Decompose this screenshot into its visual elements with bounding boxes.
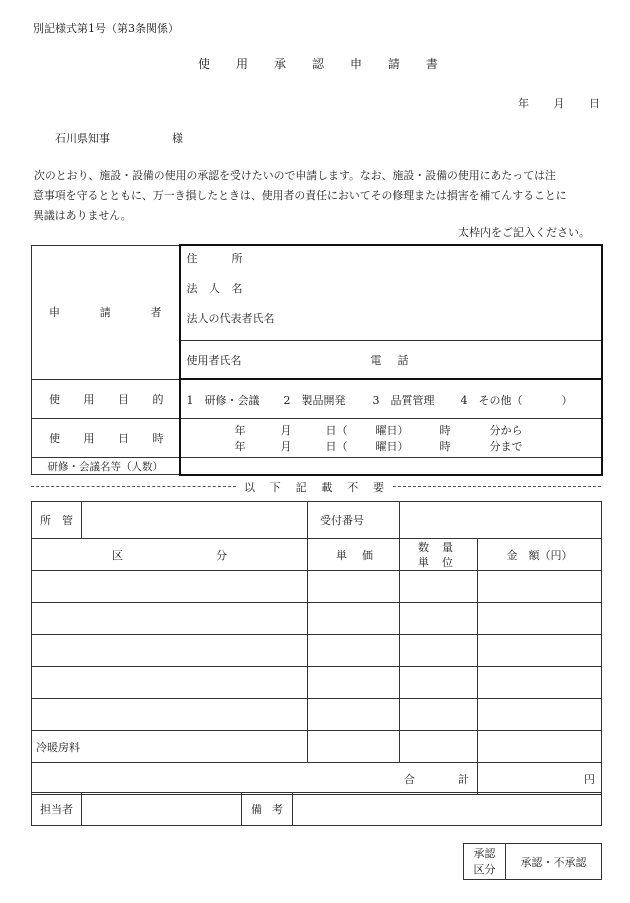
quantity-char: 数 xyxy=(418,540,429,554)
unit-price-cell[interactable] xyxy=(308,731,400,763)
amount-cell[interactable] xyxy=(478,731,602,763)
applicant-label-char: 申 xyxy=(49,306,60,319)
datetime-label-cell xyxy=(32,419,180,458)
month-label: 月 xyxy=(553,97,565,110)
corp-name-label-char: 人 xyxy=(209,282,220,295)
end-day: 日（ xyxy=(325,440,348,453)
meeting-name-cell[interactable] xyxy=(180,458,602,475)
unit-price-char: 価 xyxy=(362,548,373,562)
start-month: 月 xyxy=(280,424,292,437)
amount-cell[interactable] xyxy=(478,603,602,635)
purpose-options-cell[interactable] xyxy=(180,379,602,419)
quantity-cell[interactable] xyxy=(400,571,478,603)
year-label: 年 xyxy=(518,97,529,110)
quantity-header-cell xyxy=(400,539,478,571)
quantity-cell[interactable] xyxy=(400,603,478,635)
separator-char: 以 xyxy=(244,481,255,494)
start-day: 日（ xyxy=(325,424,348,437)
title-char: 認 xyxy=(311,57,324,71)
unit-char: 単 xyxy=(418,555,429,569)
title-char: 書 xyxy=(425,57,438,71)
table-row xyxy=(32,699,602,731)
date-line xyxy=(518,95,600,111)
day-label: 日 xyxy=(589,97,600,110)
start-year: 年 xyxy=(234,424,246,437)
remarks-char: 考 xyxy=(272,803,283,816)
unit-price-cell[interactable] xyxy=(308,635,400,667)
jurisdiction-label-cell xyxy=(32,502,82,539)
applicant-label-char: 者 xyxy=(150,306,162,319)
purpose-label-char: 使 xyxy=(49,392,60,406)
amount-header: 金 額（円） xyxy=(506,548,573,562)
corp-name-label-char: 名 xyxy=(231,282,243,295)
separator-line-left xyxy=(31,486,236,487)
fill-note: 太枠内をご記入ください。 xyxy=(458,226,590,239)
receipt-number-label-cell xyxy=(308,502,400,539)
phone-label-char: 電 xyxy=(370,354,382,367)
title-char: 承 xyxy=(273,57,286,71)
separator-text xyxy=(244,479,384,495)
table-row xyxy=(32,635,602,667)
remarks-value-cell[interactable] xyxy=(293,793,602,826)
quantity-cell[interactable] xyxy=(400,699,478,731)
applicant-label-cell xyxy=(32,245,180,379)
category-cell[interactable] xyxy=(32,603,308,635)
addressee: 石川県知事 xyxy=(55,132,110,145)
table-row xyxy=(32,731,602,763)
body-text-line-3: 異議はありません。 xyxy=(33,209,132,222)
purpose-label-char: 目 xyxy=(118,392,129,406)
separator-char: 記 xyxy=(295,481,307,494)
purpose-close-paren: ） xyxy=(561,394,573,407)
quantity-cell[interactable] xyxy=(400,731,478,763)
purpose-label-char: 的 xyxy=(152,392,164,406)
unit-price-cell[interactable] xyxy=(308,667,400,699)
corp-name-label xyxy=(187,280,243,296)
application-table xyxy=(31,244,603,476)
approval-label-cell xyxy=(464,844,506,880)
body-text-line-1: 次のとおり、施設・設備の使用の承認を受けたいので申請します。なお、施設・設備の使用にあたっては注 xyxy=(34,169,556,182)
body-text-line-2: 意事項を守るとともに、万一き損したときは、使用者の責任においてその修理または損害を補てんすることに xyxy=(33,189,567,202)
title-char: 使 xyxy=(198,57,211,71)
unit-price-header-cell xyxy=(308,539,400,571)
datetime-label-char: 日 xyxy=(118,432,129,445)
receipt-number-label: 受付番号 xyxy=(320,514,364,527)
amount-cell[interactable] xyxy=(478,635,602,667)
datetime-label-char: 用 xyxy=(83,432,95,445)
category-cell[interactable] xyxy=(32,699,308,731)
separator-char: 要 xyxy=(372,481,384,494)
address-label-char: 住 xyxy=(186,252,198,265)
address-label-char: 所 xyxy=(231,252,243,265)
separator-char: 載 xyxy=(321,481,333,494)
separator-char: 下 xyxy=(269,481,281,494)
title-char: 申 xyxy=(349,57,362,71)
staff-value-cell[interactable] xyxy=(82,793,242,826)
start-minute: 分から xyxy=(489,424,523,437)
unit-price-char: 単 xyxy=(336,548,347,562)
category-cell[interactable] xyxy=(32,667,308,699)
form-number: 別記様式第1号（第3条関係） xyxy=(33,22,179,35)
separator-line-right xyxy=(393,486,601,487)
total-char: 合 xyxy=(404,772,415,786)
category-header-char: 区 xyxy=(112,548,123,562)
amount-cell[interactable] xyxy=(478,699,602,731)
approval-box xyxy=(463,843,602,880)
amount-cell[interactable] xyxy=(478,667,602,699)
approval-value: 承認・不承認 xyxy=(520,855,587,869)
purpose-label-cell xyxy=(32,379,180,419)
table-row xyxy=(32,667,602,699)
total-value-cell[interactable] xyxy=(478,763,602,795)
end-weekday: 曜日） xyxy=(375,440,409,453)
remarks-label-cell xyxy=(242,793,293,826)
form-title xyxy=(198,55,438,72)
applicant-label-char: 請 xyxy=(99,306,111,319)
receipt-number-value-cell[interactable] xyxy=(400,502,602,539)
purpose-option-1[interactable]: 1 研修・会議 xyxy=(186,394,260,407)
end-minute: 分まで xyxy=(489,440,523,453)
total-label-cell xyxy=(32,763,478,795)
separator-char: 不 xyxy=(347,481,359,494)
title-char: 請 xyxy=(387,57,400,71)
category-header-char: 分 xyxy=(216,548,227,562)
applicant-info-cell[interactable] xyxy=(180,245,602,379)
title-char: 用 xyxy=(235,57,248,71)
corp-name-label-char: 法 xyxy=(186,282,198,295)
unit-char: 位 xyxy=(442,555,453,569)
jurisdiction-char: 管 xyxy=(62,514,73,527)
yen-label: 円 xyxy=(584,772,595,786)
category-cell[interactable] xyxy=(32,571,308,603)
purpose-option-4[interactable]: 4 その他（ xyxy=(460,394,523,407)
start-weekday: 曜日） xyxy=(375,424,409,437)
start-hour: 時 xyxy=(439,424,451,437)
office-use-table xyxy=(31,501,602,795)
meeting-label: 研修・会議名等（人数） xyxy=(47,460,163,473)
phone-label-char: 話 xyxy=(397,354,409,367)
approval-label-bottom: 区分 xyxy=(473,862,496,876)
divider xyxy=(181,340,601,341)
quantity-cell[interactable] xyxy=(400,635,478,667)
unit-price-cell[interactable] xyxy=(308,603,400,635)
unit-price-cell[interactable] xyxy=(308,571,400,603)
end-year: 年 xyxy=(234,440,246,453)
table-row xyxy=(32,603,602,635)
representative-label: 法人の代表者氏名 xyxy=(186,312,275,325)
user-name-label: 使用者氏名 xyxy=(186,354,242,367)
amount-header-cell xyxy=(478,539,602,571)
jurisdiction-value-cell[interactable] xyxy=(82,502,308,539)
end-month: 月 xyxy=(280,440,292,453)
purpose-option-3[interactable]: 3 品質管理 xyxy=(372,394,435,407)
staff-label-cell xyxy=(32,793,82,826)
heating-fee-cell xyxy=(32,731,308,763)
quantity-char: 量 xyxy=(442,540,453,554)
meeting-label-cell xyxy=(32,458,180,475)
approval-label-top: 承認 xyxy=(473,846,496,860)
total-char: 計 xyxy=(458,772,469,786)
remarks-char: 備 xyxy=(251,803,262,816)
table-row xyxy=(32,571,602,603)
quantity-cell[interactable] xyxy=(400,667,478,699)
category-header-cell xyxy=(32,539,308,571)
staff-label: 担当者 xyxy=(40,803,73,816)
jurisdiction-char: 所 xyxy=(40,514,51,527)
heating-fee-label: 冷暖房料 xyxy=(36,740,80,754)
category-cell[interactable] xyxy=(32,635,308,667)
amount-cell[interactable] xyxy=(478,571,602,603)
unit-price-cell[interactable] xyxy=(308,699,400,731)
approval-value-cell[interactable] xyxy=(506,844,602,880)
datetime-label-char: 時 xyxy=(152,432,164,445)
purpose-label-char: 用 xyxy=(83,392,95,406)
phone-label xyxy=(371,352,409,368)
end-hour: 時 xyxy=(439,440,451,453)
honorific: 様 xyxy=(172,132,183,145)
datetime-label-char: 使 xyxy=(49,432,60,445)
datetime-cell[interactable] xyxy=(180,419,602,458)
purpose-option-2[interactable]: 2 製品開発 xyxy=(283,394,346,407)
address-label xyxy=(187,250,243,266)
staff-remarks-table xyxy=(31,792,602,826)
